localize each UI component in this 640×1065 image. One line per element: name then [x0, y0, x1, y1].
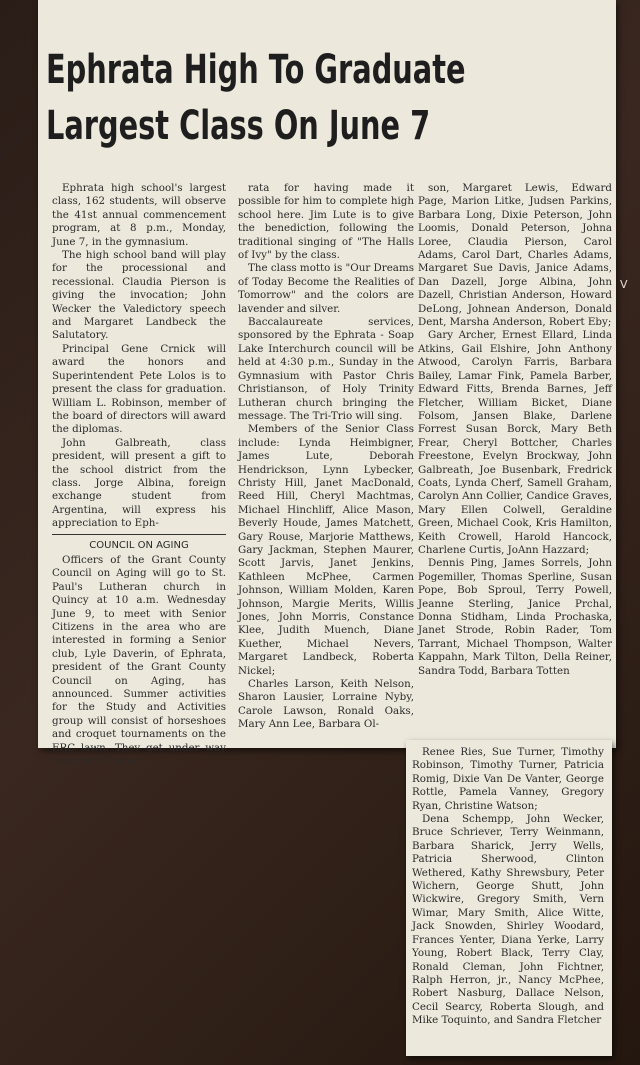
paragraph: John Galbreath, class president, will present a gift to the school district from the class. Jorge Albina, foreign exchange student from Argentina, will express his appreciation to Eph- [52, 436, 226, 530]
headline-line-1: Ephrata High To Graduate [46, 47, 466, 93]
paragraph: Baccalaureate services, sponsored by the Ephrata - Soap Lake Interchurch council will be held at 4:30 p.m., Sunday in the Gymnasium with Pastor Chris Christianson, of Holy Trinity Lutheran church bringing the message. The Tri-Trio will sing. [238, 316, 414, 422]
article-column-3-continued [412, 746, 604, 1028]
paragraph: Dena Schempp, John Wecker, Bruce Schriever, Terry Weinmann, Barbara Sharick, Jerry Wells, Patricia Sherwood, Clinton Wethered, Kathy Shrewsbury, Peter Wichern, George Shutt, John Wickwire, Gregory Smith, Vern Wimar, Mary Smith, Alice Witte, Jack Snowden, Shirley Woodard, Frances Yenter, Diana Yerke, Larry Young, Robert Black, Terry Clay, Ronald Cleman, John Fichtner, Ralph Herron, jr., Nancy McPhee, Robert Nasburg, Dallace Nelson, Cecil Searcy, Roberta Slough, and Mike Toquinto, and Sandra Fletcher [412, 813, 604, 1027]
paragraph: The high school band will play for the processional and recessional. Claudia Pierson is giving the invocation; John Wecker the Valedictory speech and Margaret Landbeck the Salutatory. [52, 249, 226, 342]
newspaper-clipping-continuation [406, 740, 612, 1056]
paragraph: rata for having made it possible for him to complete high school here. Jim Lute is to give the benediction, following the traditional singing of "The Halls of Ivy" by the class. [238, 182, 414, 262]
headline-line-2: Largest Class On June 7 [46, 103, 431, 149]
headline [46, 42, 466, 154]
paragraph: Gary Archer, Ernest Ellard, Linda Atkins, Gail Elshire, John Anthony Atwood, Carolyn Farris, Barbara Bailey, Lamar Fink, Pamela Barber, Edward Fitts, Brenda Barnes, Jeff Fletcher, William Bicket, Diane Folsom, Jansen Blake, Darlene Forrest Susan Borck, Mary Beth Frear, Cheryl Bottcher, Charles Freestone, Evelyn Brockway, John Galbreath, Joe Busenbark, Fredrick Coats, Lynda Cherf, Samell Graham, Carolyn Ann Collier, Candice Graves, Mary Ellen Colwell, Geraldine Green, Michael Cook, Kris Hamilton, Keith Crowell, Harold Hancock, Charlene Curtis, JoAnn Hazzard; [418, 329, 612, 556]
paragraph: The class motto is "Our Dreams of Today Become the Realities of Tomorrow" and the colors are lavender and silver. [238, 262, 414, 315]
paragraph: Principal Gene Crnick will award the honors and Superintendent Pete Lolos is to present the class for graduation. William L. Robinson, member of the board of directors will award the diplomas. [52, 342, 226, 436]
newspaper-clipping [38, 0, 616, 768]
subhead-council-on-aging: COUNCIL ON AGING [89, 539, 189, 551]
article-column-1 [52, 182, 226, 768]
divider [52, 534, 226, 535]
article-column-3 [418, 182, 612, 678]
paragraph: son, Margaret Lewis, Edward Page, Marion Litke, Judsen Parkins, Barbara Long, Dixie Peterson, John Loomis, Donald Peterson, Johna Loree, Claudia Pierson, Carol Adams, Carol Dart, Charles Adams, Margaret Sue Davis, Janice Adams, Dan Dazell, Jorge Albina, John Dazell, Christian Anderson, Howard DeLong, Johnean Anderson, Donald Dent, Marsha Anderson, Robert Eby; [418, 182, 612, 329]
paragraph: Renee Ries, Sue Turner, Timothy Robinson, Timothy Turner, Patricia Romig, Dixie Van De Vanter, George Rottle, Pamela Vanney, Gregory Ryan, Christine Watson; [412, 746, 604, 812]
paragraph: Dennis Ping, James Sorrels, John Pogemiller, Thomas Sperline, Susan Pope, Bob Sproul, Terry Powell, Jeanne Sterling, Janice Prchal, Donna Stidham, Linda Prochaska, Janet Strode, Robin Rader, Tom Tarrant, Michael Thompson, Walter Kappahn, Mark Tilton, Della Reiner, Sandra Todd, Barbara Totten [418, 557, 612, 677]
paragraph: Charles Larson, Keith Nelson, Sharon Lausier, Lorraine Nyby, Carole Lawson, Ronald Oaks, Mary Ann Lee, Barbara Ol- [238, 678, 414, 731]
paragraph: Officers of the Grant County Council on Aging will go to St. Paul's Lutheran church in Quincy at 10 a.m. Wednesday June 9, to meet with Senior Citizens in the area who are interested in forming a Senior club, Lyle Daverin, of Ephrata, president of the Grant County Council on Aging, has announced. Summer activities for the Study and Activities group will consist of horseshoes and croquet tournaments on the ERC lawn. They get under way today at 10 a.m. [52, 553, 226, 768]
background-edge-mark: V [620, 278, 628, 291]
paragraph: Ephrata high school's largest class, 162 students, will observe the 41st annual commencement program, at 8 p.m., Monday, June 7, in the gymnasium. [52, 182, 226, 248]
paragraph: Members of the Senior Class include: Lynda Heimbigner, James Lute, Deborah Hendrickson, Lynn Lybecker, Christy Hill, Janet MacDonald, Reed Hill, Cheryl Machtmas, Michael Hinchliff, Alice Mason, Beverly Houde, James Matchett, Gary Rouse, Marjorie Matthews, Gary Jackman, Stephen Maurer, Scott Jarvis, Janet Jenkins, Kathleen McPhee, Carmen Johnson, William Molden, Karen Johnson, Margie Merits, Willis Jones, John Morris, Constance Klee, Judith Muench, Diane Kuether, Michael Nevers, Margaret Landbeck, Roberta Nickel; [238, 423, 414, 677]
article-column-2 [238, 182, 414, 732]
